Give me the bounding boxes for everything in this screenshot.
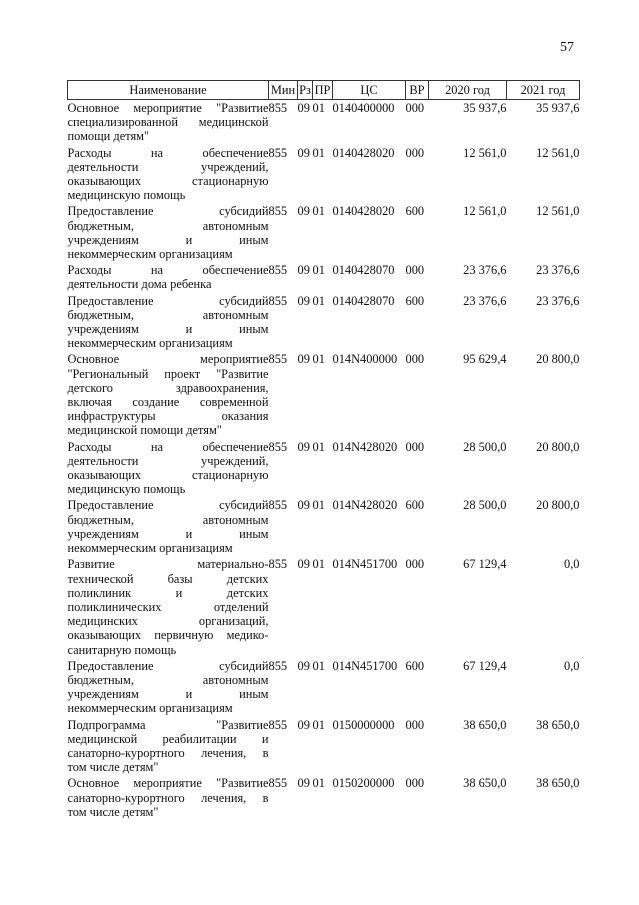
row-2021: 0,0 bbox=[564, 557, 580, 572]
row-name-line: Подпрограмма "Развитие bbox=[67, 717, 269, 732]
row-2021: 20 800,0 bbox=[536, 439, 580, 454]
row-name bbox=[68, 351, 269, 438]
row-name bbox=[68, 775, 269, 820]
row-pr: 01 bbox=[312, 498, 325, 513]
row-min: 855 bbox=[268, 439, 288, 454]
table-row bbox=[68, 262, 580, 292]
row-pr: 01 bbox=[312, 717, 325, 732]
row-name bbox=[68, 145, 269, 204]
row-pr: 01 bbox=[312, 352, 325, 367]
row-cs: 014N428020 bbox=[332, 439, 398, 454]
row-2021: 38 650,0 bbox=[536, 776, 580, 791]
row-name-line: бюджетным, автономным bbox=[67, 307, 269, 322]
row-2021: 12 561,0 bbox=[536, 145, 580, 160]
row-min: 855 bbox=[268, 498, 288, 513]
row-cs: 014N451700 bbox=[332, 658, 398, 673]
row-2021: 12 561,0 bbox=[536, 204, 580, 219]
row-name-line: медицинскую помощь bbox=[67, 188, 186, 203]
header-cs: ЦС bbox=[333, 81, 406, 100]
header-2020: 2020 год bbox=[429, 81, 507, 100]
row-2021: 38 650,0 bbox=[536, 717, 580, 732]
row-name-line: бюджетным, автономным bbox=[67, 218, 269, 233]
row-name-line: некоммерческим организациям bbox=[67, 247, 233, 262]
row-cs: 0140400000 bbox=[332, 101, 395, 115]
row-pr: 01 bbox=[312, 145, 325, 160]
row-2020: 12 561,0 bbox=[463, 145, 507, 160]
row-vr: 000 bbox=[405, 717, 425, 732]
row-pr: 01 bbox=[312, 658, 325, 673]
row-2021: 20 800,0 bbox=[536, 498, 580, 513]
row-name-line: учреждениям и иным bbox=[67, 232, 269, 247]
row-rz: 09 bbox=[297, 439, 310, 454]
row-cs: 0140428020 bbox=[332, 204, 395, 219]
table-row bbox=[68, 497, 580, 556]
row-cs: 0140428020 bbox=[332, 145, 395, 160]
row-name-line: Предоставление субсидий bbox=[67, 658, 269, 673]
row-name-line: санитарную помощь bbox=[67, 642, 177, 657]
row-vr: 600 bbox=[405, 498, 425, 513]
table-row bbox=[68, 658, 580, 717]
row-2020: 23 376,6 bbox=[463, 293, 507, 308]
row-2021: 35 937,6 bbox=[536, 101, 580, 115]
row-name-line: Предоставление субсидий bbox=[67, 498, 269, 513]
row-vr: 000 bbox=[405, 145, 425, 160]
row-cs: 0150000000 bbox=[332, 717, 395, 732]
row-name-line: медицинских организаций, bbox=[67, 614, 269, 629]
row-name-line: оказывающих первичную медико- bbox=[67, 628, 269, 643]
row-name-line: некоммерческим организациям bbox=[67, 336, 233, 351]
row-2021: 23 376,6 bbox=[536, 293, 580, 308]
table-row bbox=[68, 100, 580, 145]
row-2020: 38 650,0 bbox=[463, 717, 507, 732]
row-name-line: том числе детям" bbox=[67, 760, 159, 775]
row-name-line: Расходы на обеспечение bbox=[67, 263, 269, 278]
table-header-row bbox=[68, 81, 580, 100]
row-min: 855 bbox=[268, 101, 288, 115]
row-name-line: оказывающих стационарную bbox=[67, 468, 269, 483]
row-min: 855 bbox=[268, 658, 288, 673]
row-rz: 09 bbox=[297, 263, 310, 278]
row-vr: 000 bbox=[405, 439, 425, 454]
row-name-line: учреждениям и иным bbox=[67, 322, 269, 337]
row-2021: 20 800,0 bbox=[536, 352, 580, 367]
row-pr: 01 bbox=[312, 439, 325, 454]
table-row bbox=[68, 556, 580, 657]
row-min: 855 bbox=[268, 145, 288, 160]
row-pr: 01 bbox=[312, 101, 325, 115]
row-rz: 09 bbox=[297, 101, 310, 115]
header-min: Мин bbox=[269, 81, 298, 100]
row-2020: 38 650,0 bbox=[463, 776, 507, 791]
row-name bbox=[68, 293, 269, 352]
row-name-line: деятельности учреждений, bbox=[67, 453, 269, 468]
row-rz: 09 bbox=[297, 717, 310, 732]
header-vr: ВР bbox=[406, 81, 429, 100]
row-name-line: поликлиник и детских bbox=[67, 585, 269, 600]
row-name-line: учреждениям и иным bbox=[67, 526, 269, 541]
row-rz: 09 bbox=[297, 293, 310, 308]
row-name-line: Основное мероприятие bbox=[67, 352, 269, 367]
row-cs: 014N400000 bbox=[332, 352, 398, 367]
row-vr: 600 bbox=[405, 658, 425, 673]
row-name-line: Расходы на обеспечение bbox=[67, 145, 269, 160]
row-name bbox=[68, 203, 269, 262]
row-pr: 01 bbox=[312, 557, 325, 572]
row-2020: 28 500,0 bbox=[463, 439, 507, 454]
row-name-line: Предоставление субсидий bbox=[67, 293, 269, 308]
row-min: 855 bbox=[268, 717, 288, 732]
row-pr: 01 bbox=[312, 263, 325, 278]
row-min: 855 bbox=[268, 293, 288, 308]
row-2020: 12 561,0 bbox=[463, 204, 507, 219]
budget-table bbox=[67, 80, 580, 820]
row-name-line: деятельности дома ребенка bbox=[67, 277, 212, 292]
row-name-line: Предоставление субсидий bbox=[67, 204, 269, 219]
row-name-line: медицинской помощи детям" bbox=[67, 423, 222, 438]
row-2021: 0,0 bbox=[564, 658, 580, 673]
row-2020: 67 129,4 bbox=[463, 658, 507, 673]
row-2020: 35 937,6 bbox=[463, 101, 507, 115]
row-min: 855 bbox=[268, 557, 288, 572]
row-name-line: бюджетным, автономным bbox=[67, 512, 269, 527]
row-2020: 67 129,4 bbox=[463, 557, 507, 572]
row-name-line: учреждениям и иным bbox=[67, 687, 269, 702]
row-name-line: некоммерческим организациям bbox=[67, 541, 233, 556]
row-name bbox=[68, 658, 269, 717]
row-name-line: Развитие материально- bbox=[67, 557, 269, 572]
row-name bbox=[68, 439, 269, 498]
row-name-line: специализированной медицинской bbox=[67, 115, 269, 130]
row-min: 855 bbox=[268, 263, 288, 278]
row-name-line: Основное мероприятие "Развитие bbox=[67, 776, 269, 791]
row-rz: 09 bbox=[297, 352, 310, 367]
row-name-line: технической базы детских bbox=[67, 571, 269, 586]
row-name-line: санаторно-курортного лечения, в bbox=[67, 745, 269, 760]
table-row bbox=[68, 203, 580, 262]
row-name-line: медицинской реабилитации и bbox=[67, 731, 269, 746]
row-cs: 014N428020 bbox=[332, 498, 398, 513]
row-name-line: детского здравоохранения, bbox=[67, 380, 269, 395]
row-cs: 0140428070 bbox=[332, 263, 395, 278]
row-rz: 09 bbox=[297, 557, 310, 572]
row-name-line: медицинскую помощь bbox=[67, 482, 186, 497]
table-row bbox=[68, 439, 580, 498]
row-name bbox=[68, 556, 269, 657]
row-2021: 23 376,6 bbox=[536, 263, 580, 278]
row-name-line: инфраструктуры оказания bbox=[67, 409, 269, 424]
row-name-line: Основное мероприятие "Развитие bbox=[67, 101, 269, 115]
row-pr: 01 bbox=[312, 204, 325, 219]
row-min: 855 bbox=[268, 352, 288, 367]
row-cs: 0150200000 bbox=[332, 776, 395, 791]
row-min: 855 bbox=[268, 776, 288, 791]
row-name bbox=[68, 717, 269, 776]
row-vr: 000 bbox=[405, 263, 425, 278]
row-2020: 95 629,4 bbox=[463, 352, 507, 367]
table-row bbox=[68, 145, 580, 204]
table-row bbox=[68, 775, 580, 820]
row-name-line: санаторно-курортного лечения, в bbox=[67, 790, 269, 805]
row-vr: 000 bbox=[405, 557, 425, 572]
row-2020: 28 500,0 bbox=[463, 498, 507, 513]
row-name bbox=[68, 100, 269, 145]
row-name-line: бюджетным, автономным bbox=[67, 672, 269, 687]
row-rz: 09 bbox=[297, 776, 310, 791]
row-name-line: деятельности учреждений, bbox=[67, 159, 269, 174]
table-body bbox=[68, 100, 580, 820]
table-row bbox=[68, 717, 580, 776]
row-name bbox=[68, 497, 269, 556]
row-vr: 000 bbox=[405, 776, 425, 791]
row-name-line: поликлинических отделений bbox=[67, 599, 269, 614]
row-rz: 09 bbox=[297, 658, 310, 673]
row-name-line: некоммерческим организациям bbox=[67, 701, 233, 716]
page-number: 57 bbox=[560, 40, 574, 55]
row-rz: 09 bbox=[297, 145, 310, 160]
row-name-line: Расходы на обеспечение bbox=[67, 439, 269, 454]
row-vr: 000 bbox=[405, 352, 425, 367]
row-name bbox=[68, 262, 269, 292]
header-2021: 2021 год bbox=[507, 81, 580, 100]
row-rz: 09 bbox=[297, 204, 310, 219]
row-name-line: том числе детям" bbox=[67, 804, 159, 819]
row-min: 855 bbox=[268, 204, 288, 219]
header-pr: ПР bbox=[313, 81, 333, 100]
row-cs: 014N451700 bbox=[332, 557, 398, 572]
row-pr: 01 bbox=[312, 293, 325, 308]
row-name-line: помощи детям" bbox=[67, 129, 150, 144]
row-vr: 000 bbox=[405, 101, 425, 115]
table-row bbox=[68, 293, 580, 352]
row-pr: 01 bbox=[312, 776, 325, 791]
table-row bbox=[68, 351, 580, 438]
row-vr: 600 bbox=[405, 204, 425, 219]
row-name-line: включая создание современной bbox=[67, 395, 269, 410]
row-cs: 0140428070 bbox=[332, 293, 395, 308]
row-vr: 600 bbox=[405, 293, 425, 308]
header-name: Наименование bbox=[68, 81, 269, 100]
header-rz: Рз bbox=[298, 81, 313, 100]
row-name-line: "Региональный проект "Развитие bbox=[67, 366, 269, 381]
row-2020: 23 376,6 bbox=[463, 263, 507, 278]
row-rz: 09 bbox=[297, 498, 310, 513]
row-name-line: оказывающих стационарную bbox=[67, 174, 269, 189]
